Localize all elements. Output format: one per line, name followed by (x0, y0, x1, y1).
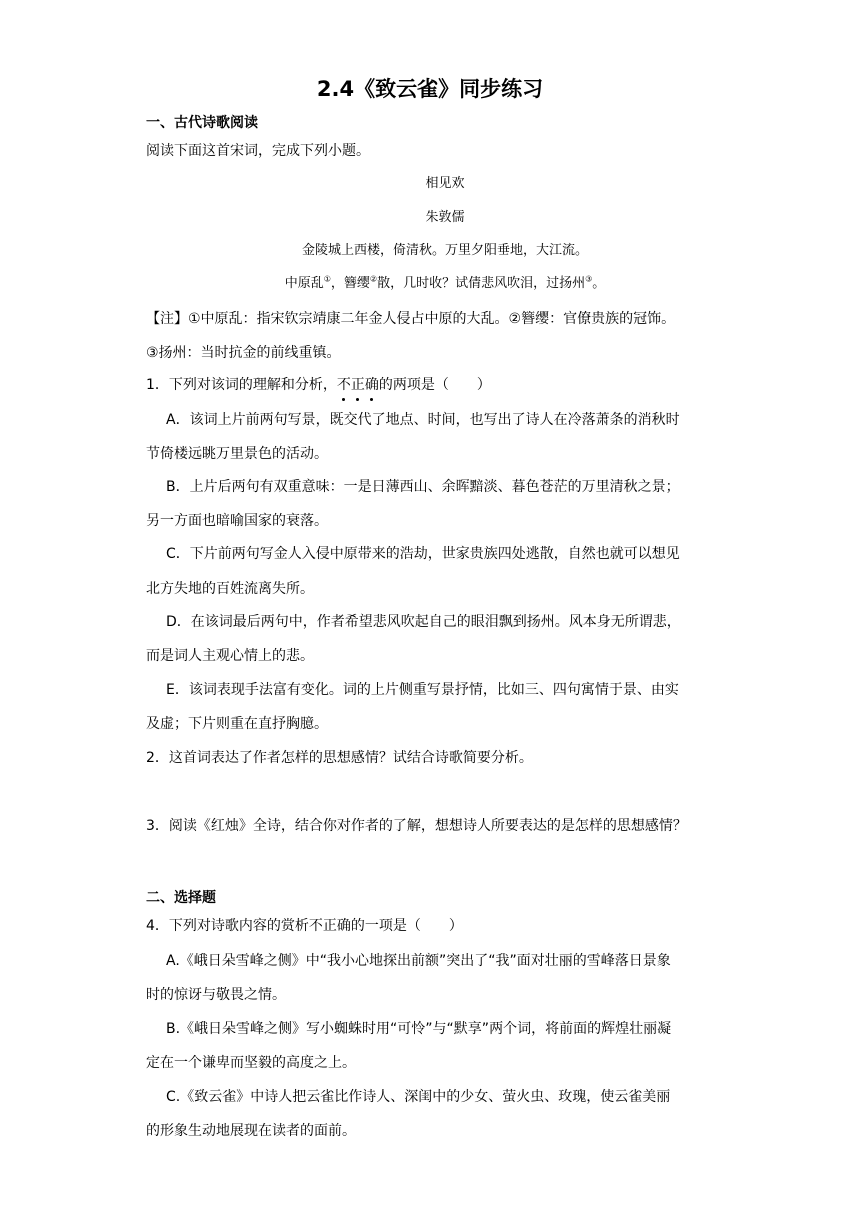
question-2: 2．这首词表达了作者怎样的思想感情？试结合诗歌简要分析。 (146, 750, 533, 766)
q4-option-a-line1: A.《峨日朵雪峰之侧》中“我小心地探出前额”突出了“我”面对壮丽的雪峰落日景象 (166, 953, 671, 969)
q1-option-d-line1: D．在该词最后两句中，作者希望悲风吹起自己的眼泪飘到扬州。风本身无所谓悲， (166, 614, 681, 630)
section-heading-choice: 二、选择题 (146, 890, 216, 906)
annotation-line-1: 【注】①中原乱：指宋钦宗靖康二年金人侵占中原的大乱。②簪缨：官僚贵族的冠饰。 (146, 311, 676, 327)
q1-option-b-line2: 另一方面也暗喻国家的衰落。 (146, 513, 328, 529)
poem-author: 朱敦儒 (425, 210, 465, 225)
q4-option-c-line2: 的形象生动地展现在读者的面前。 (146, 1123, 356, 1139)
page-title: 2.4《致云雀》同步练习 (316, 77, 544, 101)
poem-title: 相见欢 (425, 176, 465, 191)
section-heading-poetry: 一、古代诗歌阅读 (146, 115, 258, 131)
q1-option-c-line2: 北方失地的百姓流离失所。 (146, 581, 314, 597)
emphasis-char: 确 (364, 377, 379, 393)
poem-line-1: 金陵城上西楼，倚清秋。万里夕阳垂地，大江流。 (301, 243, 588, 258)
footnote-marker-1: ① (323, 274, 331, 284)
reading-instruction: 阅读下面这首宋词，完成下列小题。 (146, 143, 370, 159)
emphasis-char: 不 (336, 377, 351, 393)
q1-option-d-line2: 而是词人主观心情上的悲。 (146, 648, 314, 664)
poem-line-2: 中原乱①，簪缨②散，几时收？试倩悲风吹泪，过扬州③。 (284, 274, 606, 291)
question-3: 3．阅读《红烛》全诗，结合你对作者的了解，想想诗人所要表达的是怎样的思想感情？ (146, 818, 687, 834)
question-1-stem: 1．下列对该词的理解和分析，不正确的两项是（ ） (146, 377, 491, 393)
q1-option-e-line1: E．该词表现手法富有变化。词的上片侧重写景抒情，比如三、四句寓情于景、由实 (166, 682, 679, 698)
q1-option-b-line1: B．上片后两句有双重意味：一是日薄西山、余晖黯淡、暮色苍茫的万里清秋之景； (166, 479, 680, 495)
q4-option-c-line1: C.《致云雀》中诗人把云雀比作诗人、深闺中的少女、萤火虫、玫瑰，使云雀美丽 (166, 1089, 671, 1105)
q4-option-a-line2: 时的惊讶与敬畏之情。 (146, 987, 286, 1003)
q1-option-a-line1: A．该词上片前两句写景，既交代了地点、时间，也写出了诗人在冷落萧条的消秋时 (166, 412, 680, 428)
q1-option-a-line2: 节倚楼远眺万里景色的活动。 (146, 446, 328, 462)
emphasis-char: 正 (350, 377, 365, 393)
question-4-stem: 4．下列对诗歌内容的赏析不正确的一项是（ ） (146, 918, 463, 934)
q1-option-c-line1: C．下片前两句写金人入侵中原带来的浩劫，世家贵族四处逃散，自然也就可以想见 (166, 546, 680, 562)
q4-option-b-line1: B.《峨日朵雪峰之侧》写小蜘蛛时用“可怜”与“默享”两个词，将前面的辉煌壮丽凝 (166, 1021, 672, 1037)
annotation-line-2: ③扬州：当时抗金的前线重镇。 (146, 345, 341, 361)
footnote-marker-3: ③ (585, 274, 593, 284)
footnote-marker-2: ② (369, 274, 378, 284)
q4-option-b-line2: 定在一个谦卑而坚毅的高度之上。 (146, 1055, 356, 1071)
q1-option-e-line2: 及虚；下片则重在直抒胸臆。 (146, 716, 328, 732)
